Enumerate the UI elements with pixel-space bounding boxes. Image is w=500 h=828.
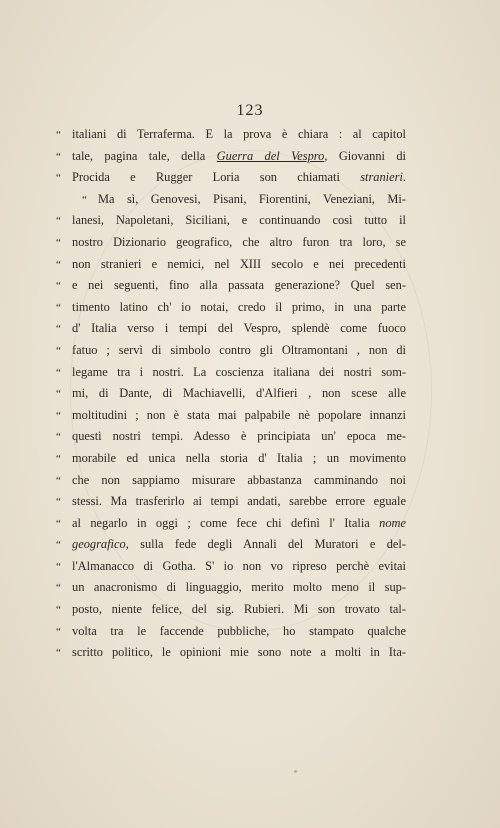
quote-mark: “ xyxy=(56,323,61,336)
text-line xyxy=(56,383,406,405)
text-line xyxy=(56,426,406,448)
quote-mark: “ xyxy=(56,647,61,660)
text-line xyxy=(56,491,406,513)
text-line xyxy=(56,448,406,470)
text-line xyxy=(56,470,406,492)
text-line xyxy=(56,189,406,211)
text-line xyxy=(56,124,406,146)
text-line-content: al negarlo in oggi ; come fece chi definì l' Italia xyxy=(72,515,380,530)
text-line-content: e nei seguenti, fino alla passata generazione? Quel sen- xyxy=(72,278,406,293)
quote-mark: “ xyxy=(56,172,61,185)
text-line xyxy=(56,513,406,535)
quote-mark: “ xyxy=(56,215,61,228)
text-line xyxy=(56,621,406,643)
emphasized-word: nome xyxy=(379,515,406,530)
body-text xyxy=(56,124,406,664)
text-line xyxy=(56,362,406,384)
text-line-content: stessi. Ma trasferirlo ai tempi andati, sarebbe errore eguale xyxy=(72,494,406,509)
text-line xyxy=(56,599,406,621)
text-line-content: volta tra le faccende pubbliche, ho stampato qualche xyxy=(72,623,406,638)
text-line-content: morabile ed unica nella storia d' Italia ; un movimento xyxy=(72,450,406,465)
quote-mark: “ xyxy=(56,625,61,638)
text-line-content: non stranieri e nemici, nel XIII secolo e nei precedenti xyxy=(72,256,406,271)
quote-mark: “ xyxy=(56,129,61,141)
text-line xyxy=(56,275,406,297)
text-line xyxy=(56,297,406,319)
text-line xyxy=(56,210,406,232)
quote-mark: “ xyxy=(56,150,61,163)
quote-mark: “ xyxy=(56,280,61,293)
text-line-content: che non sappiamo misurare abbastanza camminando noi xyxy=(72,472,406,487)
quote-mark: “ xyxy=(56,604,61,617)
text-line-content: scritto politico, le opinioni mie sono note a molti in Ita- xyxy=(72,645,406,660)
text-line-content: mi, di Dante, di Machiavelli, d'Alfieri , non scese alle xyxy=(72,386,406,401)
text-line xyxy=(56,318,406,340)
quote-mark: “ xyxy=(56,431,61,444)
text-line-content: Procida e Rugger Loria son chiamati xyxy=(72,170,361,185)
quote-mark: “ xyxy=(56,344,61,357)
quote-mark: “ xyxy=(56,452,61,465)
text-line-content: fatuo ; servì di simbolo contro gli Oltramontani , non di xyxy=(72,342,406,357)
quote-mark: “ xyxy=(56,366,61,379)
text-line-content: nostro Dizionario geografico, che altro furon tra loro, se xyxy=(72,234,406,249)
emphasized-word: geografico xyxy=(72,537,126,552)
text-line-content: Ma sì, Genovesi, Pisani, Fiorentini, Veneziani, Mi- xyxy=(98,191,406,206)
text-line xyxy=(56,534,406,556)
text-line-content: d' Italia verso i tempi del Vespro, splendè come fuoco xyxy=(72,321,406,336)
quote-mark: “ xyxy=(56,409,61,422)
quote-mark: “ xyxy=(56,388,61,401)
text-line-content: timento latino ch' io notai, credo il primo, in una parte xyxy=(72,299,406,314)
emphasized-word: stranieri xyxy=(360,170,403,185)
quote-mark: “ xyxy=(56,301,61,314)
text-line-content: , sulla fede degli Annali del Muratori e del- xyxy=(125,537,406,552)
text-line-content: italiani di Terraferma. E la prova è chiara : al capitol xyxy=(72,127,406,141)
text-line-content: questi nostri tempi. Adesso è principiata un' epoca me- xyxy=(72,429,406,444)
text-line xyxy=(56,254,406,276)
quote-mark: “ xyxy=(82,193,87,206)
text-line-content: . xyxy=(402,170,406,185)
text-line xyxy=(56,642,406,664)
quote-mark: “ xyxy=(56,496,61,509)
text-line-content: moltitudini ; non è stata mai palpabile nè popolare innanzi xyxy=(72,407,406,422)
text-line xyxy=(56,340,406,362)
quote-mark: “ xyxy=(56,236,61,249)
text-line-content: tale, pagina tale, della xyxy=(72,148,217,163)
text-line-content: l'Almanacco di Gotha. S' io non vo ripreso perchè evitai xyxy=(72,558,406,573)
text-line xyxy=(56,405,406,427)
text-line-content: legame tra i nostri. La coscienza italiana dei nostri som- xyxy=(72,364,406,379)
paper-speck xyxy=(294,770,297,773)
text-line xyxy=(56,577,406,599)
text-line xyxy=(56,232,406,254)
book-title: Guerra del Vespro xyxy=(216,148,325,163)
quote-mark: “ xyxy=(56,517,61,530)
quote-mark: “ xyxy=(56,474,61,487)
text-line xyxy=(56,556,406,578)
quote-mark: “ xyxy=(56,582,61,595)
text-line xyxy=(56,146,406,168)
text-line-content: , Giovanni di xyxy=(324,148,406,163)
text-line-content: lanesi, Napoletani, Siciliani, e continuando così tutto il xyxy=(72,213,406,228)
quote-mark: “ xyxy=(56,258,61,271)
text-line-content: posto, niente felice, del sig. Rubieri. Mi son trovato tal- xyxy=(72,602,406,617)
page-number: 123 xyxy=(236,102,264,119)
text-line xyxy=(56,167,406,189)
quote-mark: “ xyxy=(56,539,61,552)
text-line-content: un anacronismo di linguaggio, merito molto meno il sup- xyxy=(72,580,406,595)
quote-mark: “ xyxy=(56,560,61,573)
